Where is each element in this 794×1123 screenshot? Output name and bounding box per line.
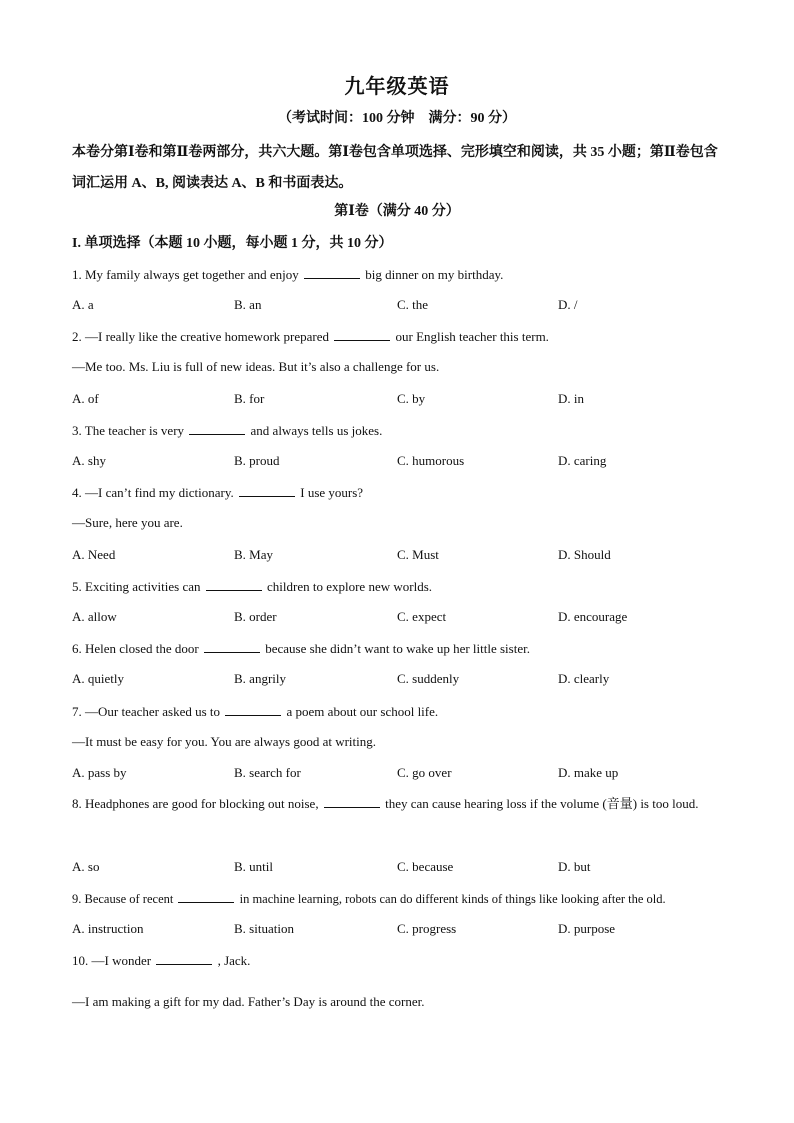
question-text: 10. —I wonder: [72, 953, 152, 968]
q5-option-a: A. allow: [72, 609, 117, 624]
question-text: big dinner on my birthday.: [365, 267, 504, 282]
q3-option-d: D. caring: [558, 453, 607, 468]
q7-option-c: C. go over: [397, 765, 452, 780]
question-5-stem: [72, 578, 432, 595]
answer-blank: [204, 640, 260, 653]
q9-option-c: C. progress: [397, 921, 457, 936]
question-3-stem: [72, 422, 382, 439]
section-title: I. 单项选择（本题 10 小题，每小题 1 分，共 10 分）: [72, 236, 393, 251]
question-10-response: —I am making a gift for my dad. Father’s Day is around the corner.: [72, 994, 425, 1009]
q1-option-c: C. the: [397, 297, 429, 312]
question-text: 3. The teacher is very: [72, 423, 185, 438]
question-text: 6. Helen closed the door: [72, 641, 199, 656]
question-text: our English teacher this term.: [395, 329, 549, 344]
answer-blank: [334, 328, 390, 341]
q5-option-b: B. order: [234, 609, 277, 624]
q2-option-d: D. in: [558, 391, 584, 406]
q7-option-b: B. search for: [234, 765, 301, 780]
question-text: 9. Because of recent: [72, 892, 174, 906]
question-2-stem: [72, 328, 549, 345]
q9-option-b: B. situation: [234, 921, 294, 936]
q8-option-a: A. so: [72, 859, 100, 874]
question-text: 5. Exciting activities can: [72, 579, 201, 594]
q4-option-a: A. Need: [72, 547, 116, 562]
answer-blank: [156, 952, 212, 965]
question-9-stem: [72, 890, 666, 907]
q6-option-c: C. suddenly: [397, 671, 460, 686]
answer-blank: [178, 890, 234, 903]
answer-blank: [304, 266, 360, 279]
q2-option-c: C. by: [397, 391, 426, 406]
q9-option-a: A. instruction: [72, 921, 144, 936]
question-text: they can cause hearing loss if the volume (音量) is too loud.: [385, 796, 699, 811]
exam-instructions: 本卷分第Ⅰ卷和第Ⅱ卷两部分，共六大题。第Ⅰ卷包含单项选择、完形填空和阅读，共 35 小题；第Ⅱ卷包含词汇运用 A、B, 阅读表达 A、B 和书面表达。: [72, 145, 718, 191]
question-text: 4. —I can’t find my dictionary.: [72, 485, 234, 500]
answer-blank: [225, 703, 281, 716]
q3-option-a: A. shy: [72, 453, 106, 468]
q6-option-d: D. clearly: [558, 671, 610, 686]
q9-option-d: D. purpose: [558, 921, 616, 936]
q8-option-d: D. but: [558, 859, 591, 874]
question-1-stem: [72, 266, 503, 283]
question-7-stem: [72, 703, 438, 720]
q4-option-b: B. May: [234, 547, 273, 562]
part-title: 第Ⅰ卷（满分 40 分）: [334, 204, 460, 219]
question-text: 1. My family always get together and enjoy: [72, 267, 299, 282]
question-7-response: —It must be easy for you. You are always good at writing.: [72, 734, 377, 749]
question-text: 2. —I really like the creative homework prepared: [72, 329, 329, 344]
q1-option-b: B. an: [234, 297, 262, 312]
question-4-response: —Sure, here you are.: [72, 515, 183, 530]
q6-option-a: A. quietly: [72, 671, 124, 686]
q5-option-c: C. expect: [397, 609, 447, 624]
q4-option-c: C. Must: [397, 547, 439, 562]
question-text: , Jack.: [217, 953, 251, 968]
question-8-stem: [72, 788, 722, 819]
q8-option-b: B. until: [234, 859, 274, 874]
exam-info: （考试时间：100 分钟 满分：90 分）: [278, 111, 516, 126]
question-text: a poem about our school life.: [286, 704, 439, 719]
q4-option-d: D. Should: [558, 547, 611, 562]
q1-option-a: A. a: [72, 297, 94, 312]
q5-option-d: D. encourage: [558, 609, 628, 624]
answer-blank: [189, 422, 245, 435]
question-text: and always tells us jokes.: [250, 423, 383, 438]
q3-option-b: B. proud: [234, 453, 280, 468]
answer-blank: [206, 578, 262, 591]
question-text: I use yours?: [300, 485, 364, 500]
question-10-stem: [72, 952, 250, 969]
q1-option-d: D. /: [558, 297, 578, 312]
q7-option-d: D. make up: [558, 765, 619, 780]
question-text: 8. Headphones are good for blocking out noise,: [72, 796, 319, 811]
answer-blank: [324, 795, 380, 808]
question-text: 7. —Our teacher asked us to: [72, 704, 221, 719]
q7-option-a: A. pass by: [72, 765, 127, 780]
q6-option-b: B. angrily: [234, 671, 286, 686]
q2-option-b: B. for: [234, 391, 265, 406]
q8-option-c: C. because: [397, 859, 454, 874]
question-4-stem: [72, 484, 363, 501]
page-title: 九年级英语: [344, 76, 450, 98]
q3-option-c: C. humorous: [397, 453, 465, 468]
answer-blank: [239, 484, 295, 497]
q2-option-a: A. of: [72, 391, 99, 406]
question-text: because she didn’t want to wake up her little sister.: [265, 641, 530, 656]
question-text: children to explore new worlds.: [267, 579, 432, 594]
question-6-stem: [72, 640, 530, 657]
question-text: in machine learning, robots can do different kinds of things like looking after the old.: [239, 892, 666, 906]
question-2-response: —Me too. Ms. Liu is full of new ideas. But it’s also a challenge for us.: [72, 359, 440, 374]
